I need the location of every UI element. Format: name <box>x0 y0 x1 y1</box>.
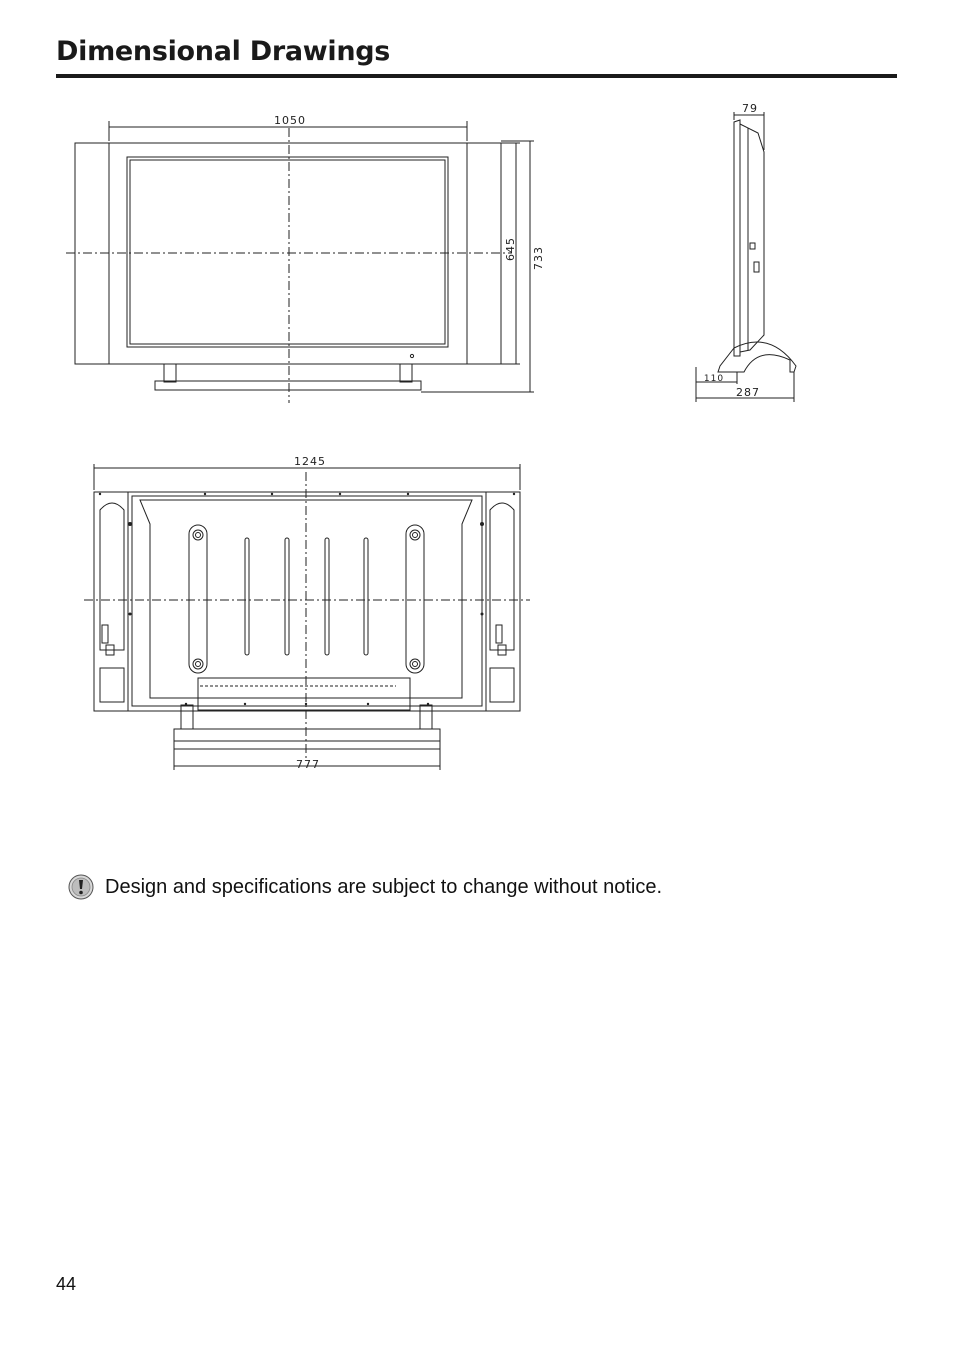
stand-post-left <box>164 364 176 382</box>
rear-handle-right <box>406 525 424 673</box>
side-port-2 <box>754 262 759 272</box>
side-back-housing <box>740 124 764 352</box>
power-led <box>410 354 413 357</box>
rear-right-speaker <box>486 492 520 711</box>
side-depth-label: 79 <box>742 102 758 115</box>
rear-stand-post-right <box>420 705 432 729</box>
screen <box>130 160 445 344</box>
front-view <box>66 121 534 403</box>
side-stand <box>718 342 796 372</box>
front-width-label: 1050 <box>274 114 306 127</box>
base-front-label: 110 <box>703 374 725 384</box>
side-port <box>750 243 755 249</box>
rear-stand-post-left <box>181 705 193 729</box>
rear-view <box>84 464 530 770</box>
rear-terminal-panel <box>198 678 410 710</box>
screen-frame <box>127 157 448 347</box>
rear-handle-left <box>189 525 207 673</box>
page-title: Dimensional Drawings <box>56 36 391 67</box>
rear-stand-base <box>174 729 440 749</box>
notice-text: Design and specifications are subject to change without notice. <box>105 875 663 898</box>
base-depth-label: 287 <box>736 386 760 399</box>
stand-base <box>155 381 421 390</box>
total-height-label: 733 <box>532 246 545 270</box>
side-view <box>696 112 796 402</box>
stand-width-label: 777 <box>296 758 320 771</box>
stand-post-right <box>400 364 412 382</box>
caution-icon <box>68 874 94 900</box>
side-front-bezel <box>734 120 740 356</box>
rear-width-label: 1245 <box>294 455 326 468</box>
rear-left-speaker <box>94 492 128 711</box>
page-number: 44 <box>56 1274 77 1294</box>
rear-screw-dots <box>99 493 515 705</box>
notice <box>68 874 662 900</box>
panel-height-label: 645 <box>504 237 517 261</box>
